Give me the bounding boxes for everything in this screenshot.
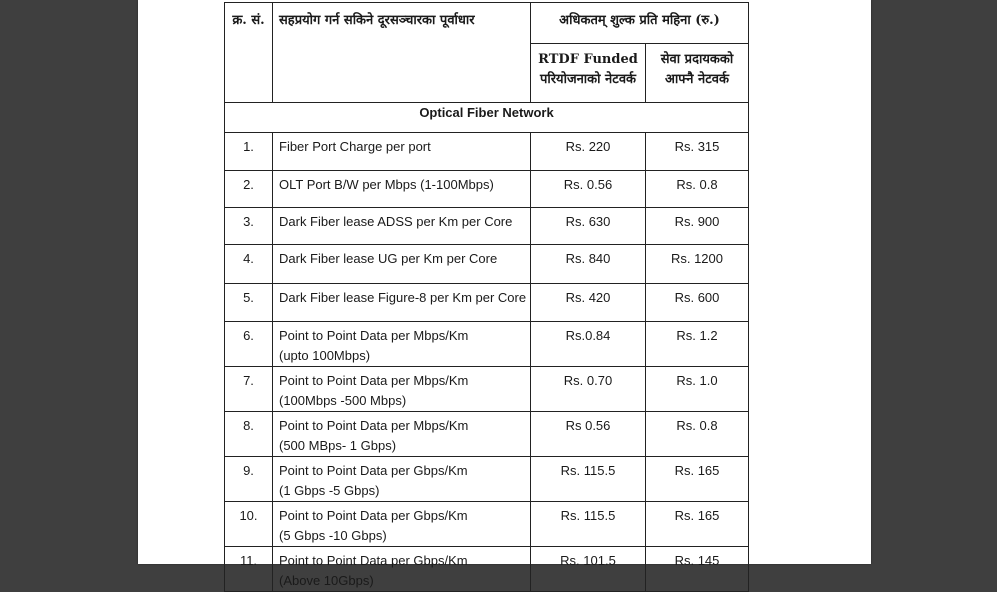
row-description: [273, 284, 531, 322]
row-provider-rate: Rs. 0.8: [646, 171, 749, 208]
row-description-line1: Point to Point Data per Gbps/Km: [279, 463, 468, 478]
row-serial-number: 5.: [225, 284, 273, 322]
row-serial-number: 10.: [225, 502, 273, 547]
row-description: [273, 502, 531, 547]
row-description-line1: Dark Fiber lease UG per Km per Core: [279, 251, 498, 266]
row-provider-rate: Rs. 900: [646, 208, 749, 245]
row-provider-rate: Rs. 165: [646, 457, 749, 502]
row-description: [273, 322, 531, 367]
table-row: [225, 412, 749, 457]
header-row: [225, 3, 749, 44]
row-description-line2: (1 Gbps -5 Gbps): [279, 483, 380, 498]
table-row: [225, 133, 749, 171]
row-provider-rate: Rs. 1200: [646, 245, 749, 284]
row-description: [273, 245, 531, 284]
header-provider-network: [646, 44, 749, 103]
row-serial-number: 2.: [225, 171, 273, 208]
row-serial-number: 6.: [225, 322, 273, 367]
row-description: [273, 171, 531, 208]
row-rtdf-rate: Rs.0.84: [531, 322, 646, 367]
table-row: [225, 457, 749, 502]
row-description-line1: Fiber Port Charge per port: [279, 139, 431, 154]
row-provider-rate: Rs. 1.0: [646, 367, 749, 412]
row-rtdf-rate: Rs. 101.5: [531, 547, 646, 592]
row-description-line2: (500 MBps- 1 Gbps): [279, 438, 397, 453]
row-provider-rate: Rs. 145: [646, 547, 749, 592]
row-rtdf-rate: Rs. 0.56: [531, 171, 646, 208]
row-serial-number: 4.: [225, 245, 273, 284]
row-description-line1: Dark Fiber lease Figure-8 per Km per Core: [279, 290, 527, 305]
table-row: [225, 547, 749, 592]
table-row: [225, 208, 749, 245]
row-description-line1: Point to Point Data per Mbps/Km: [279, 418, 469, 433]
row-rtdf-rate: Rs. 420: [531, 284, 646, 322]
row-provider-rate: Rs. 600: [646, 284, 749, 322]
header-rtdf-network: [531, 44, 646, 103]
row-description: [273, 457, 531, 502]
tariff-table: [224, 2, 749, 592]
header-provider-line2: आफ्नै नेटवर्क: [665, 72, 729, 87]
row-provider-rate: Rs. 165: [646, 502, 749, 547]
row-description: [273, 547, 531, 592]
table-row: [225, 284, 749, 322]
row-serial-number: 11.: [225, 547, 273, 592]
row-description: [273, 412, 531, 457]
section-row: [225, 103, 749, 133]
row-description-line2: (upto 100Mbps): [279, 348, 371, 363]
row-description-line2: (Above 10Gbps): [279, 573, 374, 588]
row-description-line1: Point to Point Data per Mbps/Km: [279, 373, 469, 388]
row-serial-number: 9.: [225, 457, 273, 502]
header-infrastructure: सहप्रयोग गर्न सकिने दूरसञ्चारका पूर्वाधार: [273, 3, 531, 103]
row-description: [273, 367, 531, 412]
row-provider-rate: Rs. 1.2: [646, 322, 749, 367]
table-row: [225, 245, 749, 284]
table-row: [225, 502, 749, 547]
row-serial-number: 8.: [225, 412, 273, 457]
row-serial-number: 1.: [225, 133, 273, 171]
row-description-line1: Point to Point Data per Mbps/Km: [279, 328, 469, 343]
header-provider-line1: सेवा प्रदायकको: [660, 52, 734, 67]
row-rtdf-rate: Rs. 630: [531, 208, 646, 245]
row-description-line1: Point to Point Data per Gbps/Km: [279, 553, 468, 568]
table-body: [225, 133, 749, 592]
row-rtdf-rate: Rs. 0.70: [531, 367, 646, 412]
row-description-line1: Point to Point Data per Gbps/Km: [279, 508, 468, 523]
row-description: [273, 208, 531, 245]
row-rtdf-rate: Rs. 840: [531, 245, 646, 284]
row-description: [273, 133, 531, 171]
row-serial-number: 3.: [225, 208, 273, 245]
header-rtdf-line1: RTDF Funded: [538, 52, 638, 67]
header-rtdf-line2: परियोजनाको नेटवर्क: [539, 72, 637, 87]
row-rtdf-rate: Rs. 115.5: [531, 457, 646, 502]
header-max-charge: अधिकतम् शुल्क प्रति महिना (रु.): [531, 3, 749, 44]
row-description-line1: OLT Port B/W per Mbps (1-100Mbps): [279, 177, 494, 192]
table-row: [225, 171, 749, 208]
document-page: [138, 0, 871, 588]
row-rtdf-rate: Rs 0.56: [531, 412, 646, 457]
section-title: Optical Fiber Network: [225, 103, 749, 133]
row-serial-number: 7.: [225, 367, 273, 412]
header-serial-number: क्र. सं.: [225, 3, 273, 103]
table-row: [225, 322, 749, 367]
row-rtdf-rate: Rs. 220: [531, 133, 646, 171]
row-provider-rate: Rs. 0.8: [646, 412, 749, 457]
row-provider-rate: Rs. 315: [646, 133, 749, 171]
row-description-line2: (100Mbps -500 Mbps): [279, 393, 407, 408]
row-rtdf-rate: Rs. 115.5: [531, 502, 646, 547]
table-row: [225, 367, 749, 412]
row-description-line1: Dark Fiber lease ADSS per Km per Core: [279, 214, 513, 229]
row-description-line2: (5 Gbps -10 Gbps): [279, 528, 387, 543]
